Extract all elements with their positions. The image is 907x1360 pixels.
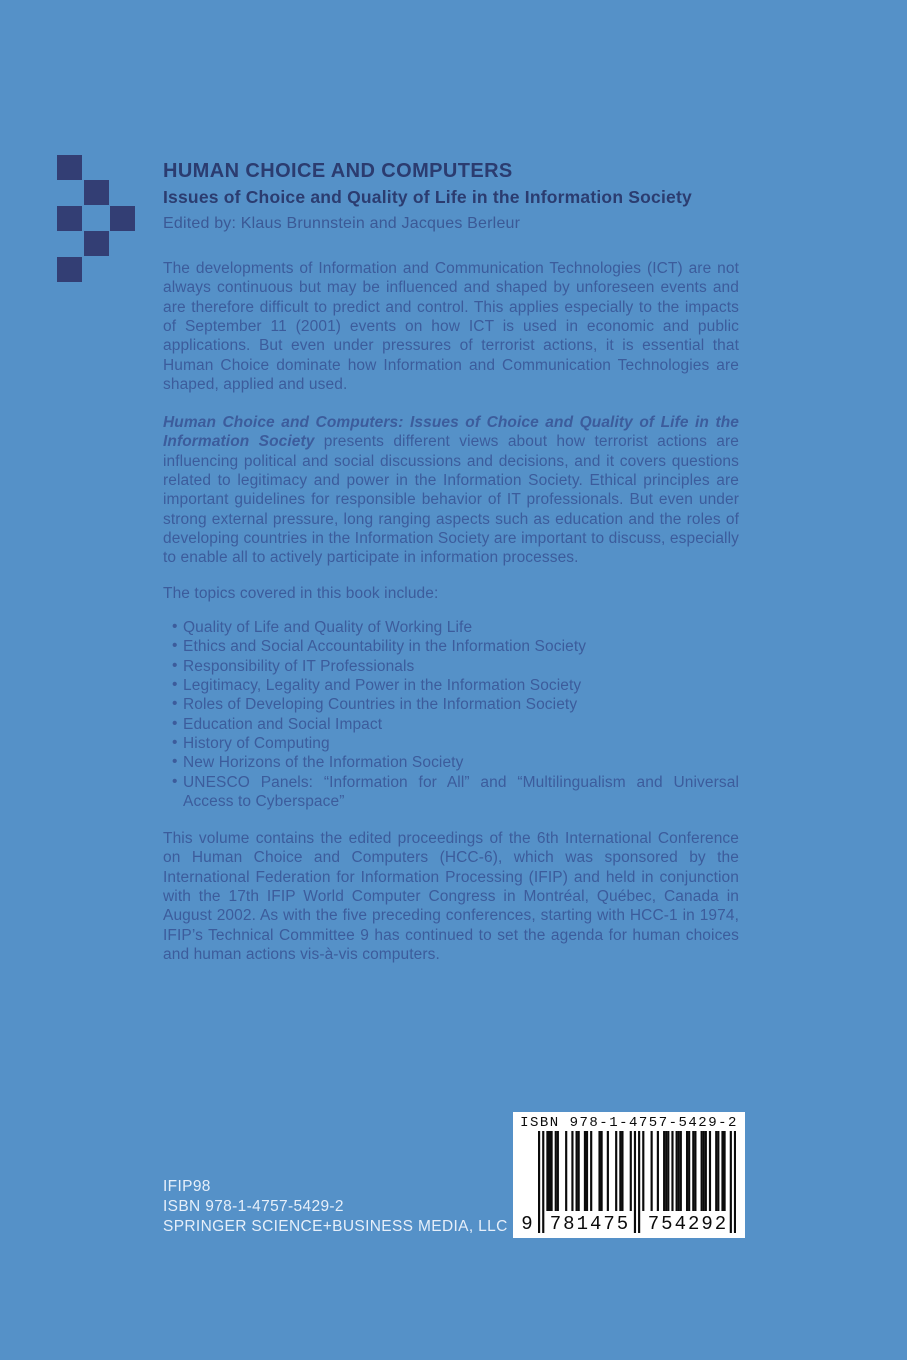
masthead <box>163 159 747 234</box>
barcode-isbn-label: ISBN 978-1-4757-5429-2 <box>520 1115 738 1131</box>
topic-item <box>163 637 739 656</box>
book-subtitle: Issues of Choice and Quality of Life in the Information Society <box>163 187 692 207</box>
bullet-icon: • <box>172 753 178 771</box>
topics-list <box>163 618 739 811</box>
bullet-icon: • <box>172 714 178 732</box>
bullet-icon: • <box>172 637 178 655</box>
paragraph-synopsis <box>163 413 739 568</box>
topic-item-label: Responsibility of IT Professionals <box>183 657 415 675</box>
topic-item <box>163 657 739 676</box>
topic-item-label: New Horizons of the Information Society <box>183 754 464 772</box>
logo-square-icon <box>57 155 82 180</box>
topic-item-label: Roles of Developing Countries in the Information Society <box>183 696 578 714</box>
barcode-bars-icon <box>521 1131 736 1235</box>
editors-line: Edited by: Klaus Brunnstein and Jacques Berleur <box>163 215 521 232</box>
topic-item-label: Legitimacy, Legality and Power in the Information Society <box>183 677 582 695</box>
bullet-icon: • <box>172 734 178 752</box>
topic-item-label: UNESCO Panels: “Information for All” and “Multilingualism and Universal Access to Cyberspace” <box>183 773 739 811</box>
logo-square-icon <box>57 257 82 282</box>
imprint-isbn: ISBN 978-1-4757-5429-2 <box>163 1197 344 1215</box>
bullet-icon: • <box>172 656 178 674</box>
topic-item <box>163 695 739 714</box>
bullet-icon: • <box>172 772 178 790</box>
logo-square-icon <box>57 206 82 231</box>
topics-intro: The topics covered in this book include: <box>163 585 439 602</box>
publisher-logo-icon <box>57 155 137 282</box>
imprint-publisher: SPRINGER SCIENCE+BUSINESS MEDIA, LLC <box>163 1217 508 1235</box>
topic-item <box>163 676 739 695</box>
bullet-icon: • <box>172 676 178 694</box>
paragraph-volume-info: This volume contains the edited proceedings of the 6th International Conference on Human Choice and Computers (HCC-6), which was sponsored by the International Federation for Information Processing (IFIP) and held in conjunction with the 17th IFIP World Computer Congress in Montréal, Québec, Canada in August 2002. As with the five preceding conferences, starting with HCC-1 in 1974, IFIP’s Technical Committee 9 has continued to set the agenda for human choices and human actions vis-à-vis computers. <box>163 830 739 964</box>
book-title-inline: Human Choice and Computers: Issues of Choice and Quality of Life in the Information Society <box>163 414 739 451</box>
topic-item-label: Quality of Life and Quality of Working Life <box>183 619 473 636</box>
topic-item <box>163 753 739 772</box>
topic-item-label: Education and Social Impact <box>183 715 383 733</box>
topic-item-label: History of Computing <box>183 735 330 753</box>
imprint-series: IFIP98 <box>163 1178 211 1195</box>
logo-square-icon <box>110 206 135 231</box>
barcode-digits-group2: 754292 <box>647 1213 729 1235</box>
book-title: HUMAN CHOICE AND COMPUTERS <box>163 160 513 182</box>
imprint <box>163 1177 508 1236</box>
topic-item <box>163 618 739 637</box>
barcode-digit-lead: 9 <box>521 1213 535 1235</box>
topic-item <box>163 715 739 734</box>
topic-item <box>163 773 739 812</box>
topic-item <box>163 734 739 753</box>
barcode-digits-group1: 781475 <box>549 1213 631 1235</box>
synopsis-text: presents different views about how terrorist actions are influencing political and social discussions and decisions, and it covers questions related to legitimacy and power in the Information Society. Ethical principles are important guidelines for responsible behavior of IT professionals. But even under strong external pressure, long ranging aspects such as education and the roles of developing countries in the Information Society are important to discuss, especially to enable all to actively participate in information processes. <box>163 433 739 567</box>
logo-square-icon <box>84 180 109 205</box>
logo-square-icon <box>84 231 109 256</box>
topic-item-label: Ethics and Social Accountability in the Information Society <box>183 638 587 656</box>
paragraph-ict-developments: The developments of Information and Communication Technologies (ICT) are not always continuous but may be influenced and shaped by unforeseen events and are therefore difficult to predict and control. This applies especially to the impacts of September 11 (2001) events on how ICT is used in economic and public applications. But even under pressures of terrorist actions, it is essential that Human Choice dominate how Information and Communication Technologies are shaped, applied and used. <box>163 260 739 394</box>
bullet-icon: • <box>172 695 178 713</box>
barcode <box>513 1112 745 1238</box>
bullet-icon: • <box>172 618 178 635</box>
